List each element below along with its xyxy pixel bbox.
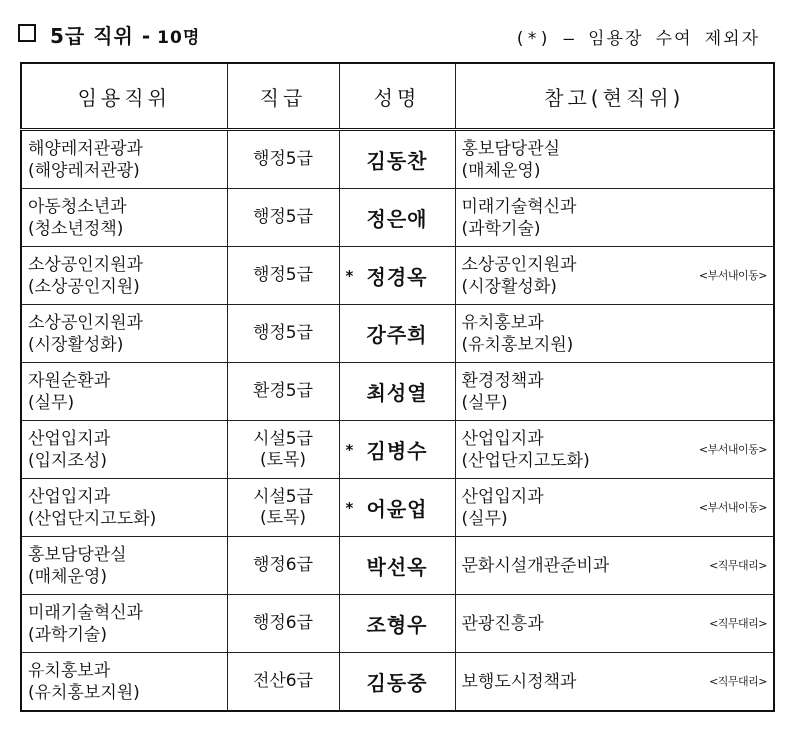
position-duty: (시장활성화) <box>28 334 124 355</box>
move-type-tag: <부서내이동> <box>698 268 767 282</box>
name-cell <box>339 305 455 363</box>
name-cell <box>339 537 455 595</box>
reference-duty: (산업단지고도화) <box>461 450 590 471</box>
grade-label: 행정5급 <box>252 265 314 285</box>
section-header <box>18 18 778 50</box>
grade-label: 행정5급 <box>252 323 314 343</box>
reference-cell <box>455 363 774 421</box>
person-name: 정경옥 <box>366 265 428 289</box>
exclusion-note: (*) – 임용장 수여 제외자 <box>514 29 760 49</box>
position-dept: 산업입지과 <box>28 486 111 507</box>
title-text: 5급 직위 <box>50 24 134 48</box>
reference-cell <box>455 421 774 479</box>
name-cell <box>339 189 455 247</box>
position-duty: (유치홍보지원) <box>28 682 140 703</box>
table-row <box>21 130 774 189</box>
person-name: 최성열 <box>366 381 428 405</box>
name-cell <box>339 595 455 653</box>
grade-cell <box>227 189 339 247</box>
move-type-tag: <직무대리> <box>709 674 767 688</box>
position-cell <box>21 421 227 479</box>
table-row <box>21 653 774 712</box>
grade-cell <box>227 653 339 712</box>
reference-dept: 산업입지과 <box>461 428 544 449</box>
grade-label: 시설5급 <box>252 428 314 449</box>
reference-cell <box>455 595 774 653</box>
grade-cell <box>227 479 339 537</box>
table-row <box>21 189 774 247</box>
grade-cell <box>227 421 339 479</box>
table-header-row <box>21 63 774 130</box>
reference-cell <box>455 247 774 305</box>
name-cell <box>339 363 455 421</box>
reference-dept: 미래기술혁신과 <box>461 196 577 217</box>
position-dept: 소상공인지원과 <box>28 312 143 333</box>
name-cell <box>339 247 455 305</box>
grade-label: 환경5급 <box>252 381 314 401</box>
position-duty: (청소년정책) <box>28 218 124 239</box>
position-cell <box>21 595 227 653</box>
header-name: 성명 <box>339 63 455 130</box>
move-type-tag: <직무대리> <box>709 616 767 630</box>
move-type-tag: <직무대리> <box>709 558 767 572</box>
reference-cell <box>455 305 774 363</box>
grade-label: 전산6급 <box>252 671 314 691</box>
exclusion-mark: * <box>345 266 355 285</box>
reference-dept: 유치홍보과 <box>461 312 544 333</box>
table-row <box>21 363 774 421</box>
position-dept: 해양레저관광과 <box>28 138 143 159</box>
position-duty: (입지조성) <box>28 450 107 471</box>
table-row <box>21 595 774 653</box>
header-reference: 참고(현직위) <box>455 63 774 130</box>
position-dept: 자원순환과 <box>28 370 111 391</box>
name-cell <box>339 421 455 479</box>
header-grade: 직급 <box>227 63 339 130</box>
grade-series: (토목) <box>259 449 307 470</box>
reference-dept: 환경정책과 <box>461 370 544 391</box>
position-duty: (산업단지고도화) <box>28 508 157 529</box>
person-name: 어윤업 <box>366 497 428 521</box>
grade-cell <box>227 595 339 653</box>
position-cell <box>21 130 227 189</box>
position-cell <box>21 305 227 363</box>
name-cell <box>339 479 455 537</box>
person-name: 강주희 <box>366 323 428 347</box>
position-duty: (과학기술) <box>28 624 107 645</box>
reference-duty: (실무) <box>461 508 508 529</box>
person-name: 정은애 <box>366 207 428 231</box>
reference-cell <box>455 653 774 712</box>
position-dept: 미래기술혁신과 <box>28 602 143 623</box>
table-row <box>21 537 774 595</box>
reference-dept: 소상공인지원과 <box>461 254 577 275</box>
reference-dept: 보행도시정책과 <box>461 671 577 692</box>
grade-series: (토목) <box>259 507 307 528</box>
person-name: 김병수 <box>366 439 428 463</box>
checkbox-square-icon <box>18 24 36 42</box>
position-dept: 산업입지과 <box>28 428 111 449</box>
position-dept: 소상공인지원과 <box>28 254 143 275</box>
position-cell <box>21 247 227 305</box>
move-type-tag: <부서내이동> <box>698 500 767 514</box>
reference-dept: 산업입지과 <box>461 486 544 507</box>
grade-cell <box>227 130 339 189</box>
person-name: 박선옥 <box>366 555 428 579</box>
table-row <box>21 247 774 305</box>
reference-dept: 관광진흥과 <box>461 613 544 634</box>
reference-duty: (매체운영) <box>461 160 541 181</box>
grade-label: 시설5급 <box>252 486 314 507</box>
position-dept: 유치홍보과 <box>28 660 111 681</box>
grade-label: 행정5급 <box>252 149 314 169</box>
reference-cell <box>455 537 774 595</box>
grade-cell <box>227 363 339 421</box>
grade-label: 행정5급 <box>252 207 314 227</box>
position-cell <box>21 479 227 537</box>
move-type-tag: <부서내이동> <box>698 442 767 456</box>
name-cell <box>339 130 455 189</box>
person-name: 조형우 <box>366 613 428 637</box>
reference-dept: 홍보담당관실 <box>461 138 561 159</box>
position-cell <box>21 189 227 247</box>
reference-duty: (과학기술) <box>461 218 541 239</box>
grade-cell <box>227 537 339 595</box>
header-position: 임용직위 <box>21 63 227 130</box>
table-row <box>21 421 774 479</box>
appointment-table <box>20 62 775 712</box>
reference-duty: (실무) <box>461 392 508 413</box>
reference-dept: 문화시설개관준비과 <box>461 555 610 576</box>
person-name: 김동찬 <box>366 149 428 173</box>
reference-cell <box>455 189 774 247</box>
position-dept: 홍보담당관실 <box>28 544 127 565</box>
headcount: 10명 <box>157 28 201 48</box>
position-cell <box>21 363 227 421</box>
position-cell <box>21 537 227 595</box>
name-cell <box>339 653 455 712</box>
table-row <box>21 305 774 363</box>
person-name: 김동중 <box>366 671 428 695</box>
position-cell <box>21 653 227 712</box>
position-dept: 아동청소년과 <box>28 196 127 217</box>
section-title <box>50 20 200 49</box>
position-duty: (매체운영) <box>28 566 107 587</box>
reference-cell <box>455 130 774 189</box>
exclusion-mark: * <box>345 498 355 517</box>
grade-label: 행정6급 <box>252 555 314 575</box>
table-row <box>21 479 774 537</box>
reference-duty: (유치홍보지원) <box>461 334 574 355</box>
reference-cell <box>455 479 774 537</box>
reference-duty: (시장활성화) <box>461 276 557 297</box>
position-duty: (실무) <box>28 392 75 413</box>
grade-cell <box>227 247 339 305</box>
position-duty: (해양레저관광) <box>28 160 140 181</box>
title-separator: - <box>141 24 152 48</box>
exclusion-mark: * <box>345 440 355 459</box>
grade-label: 행정6급 <box>252 613 314 633</box>
position-duty: (소상공인지원) <box>28 276 140 297</box>
grade-cell <box>227 305 339 363</box>
